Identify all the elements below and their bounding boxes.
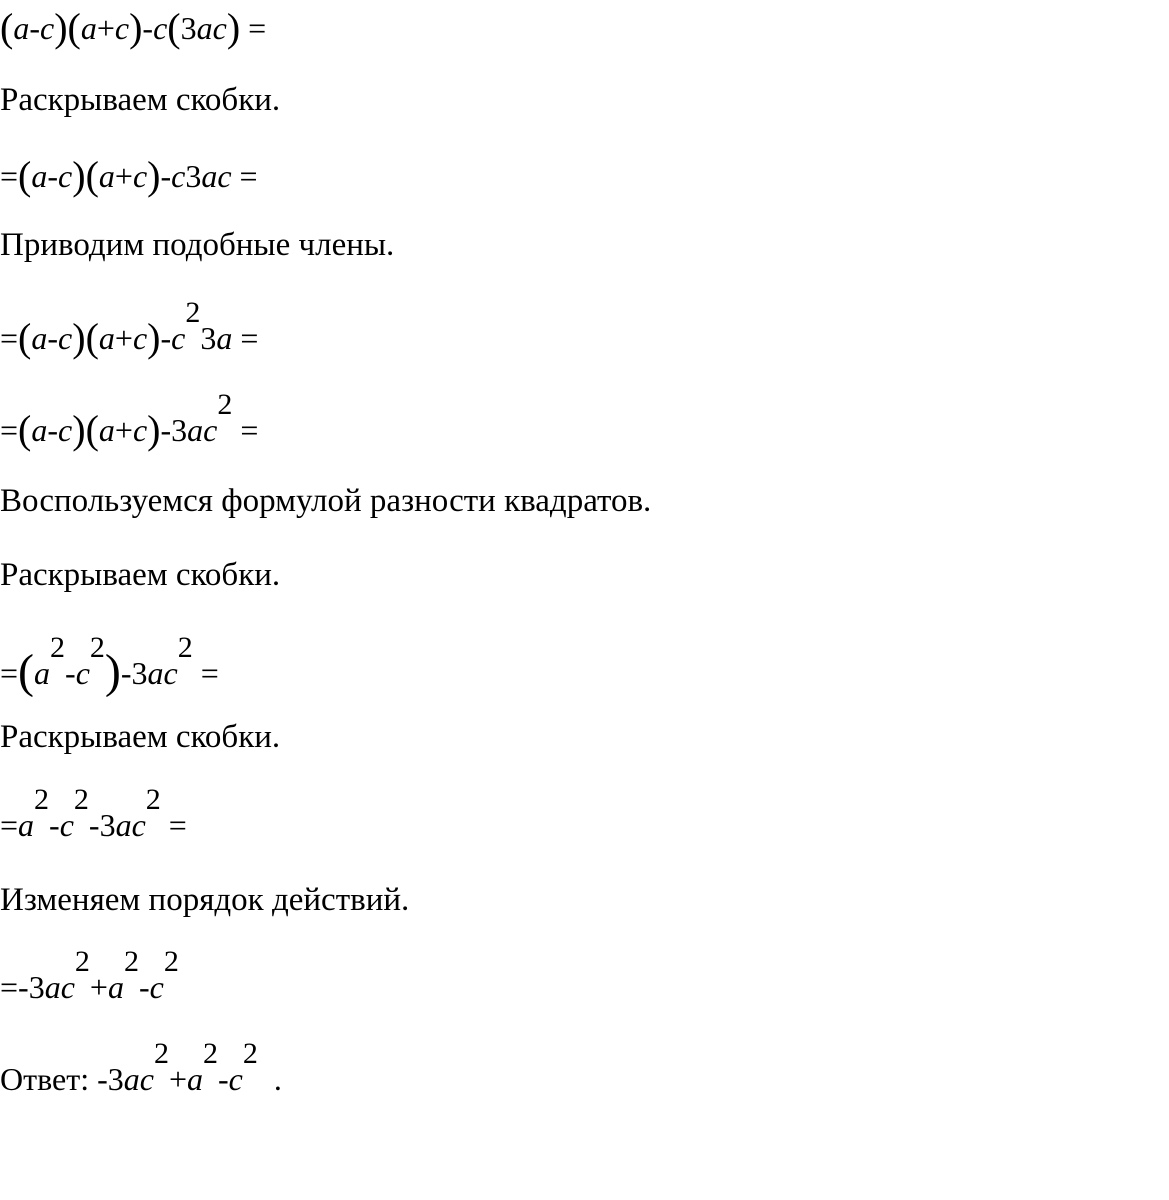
answer-line: Ответ: $-3ac^2+a^2-c^2$ . xyxy=(0,1037,282,1097)
step-label-combine-like-terms: Приводим подобные члены. xyxy=(0,227,395,263)
expression-step-1: =(a-c)(a+c)-c3ac = xyxy=(0,153,258,198)
step-label-expand-brackets-1: Раскрываем скобки. xyxy=(0,82,281,118)
step-label-expand-brackets-3: Раскрываем скобки. xyxy=(0,719,281,755)
expression-step-4: $=(a^2-c^2)-3ac^2$ = xyxy=(0,631,219,698)
expression-original: (a-c)(a+c)-c(3ac) = xyxy=(0,5,267,50)
step-label-difference-of-squares: Воспользуемся формулой разности квадратов. xyxy=(0,483,652,519)
expression-step-3: $=(a-c)(a+c)-3ac^2$ = xyxy=(0,388,259,452)
answer-label: Ответ: xyxy=(0,1061,90,1097)
step-label-expand-brackets-2: Раскрываем скобки. xyxy=(0,557,281,593)
expression-step-2: $=(a-c)(a+c)-c^23a$ = xyxy=(0,296,259,360)
answer-end: . xyxy=(273,1061,282,1097)
step-label-reorder: Изменяем порядок действий. xyxy=(0,882,410,918)
expression-step-5: $=a^2-c^2-3ac^2$ = xyxy=(0,783,187,843)
expression-step-6: $=-3ac^2+a^2-c^2$ xyxy=(0,945,179,1005)
